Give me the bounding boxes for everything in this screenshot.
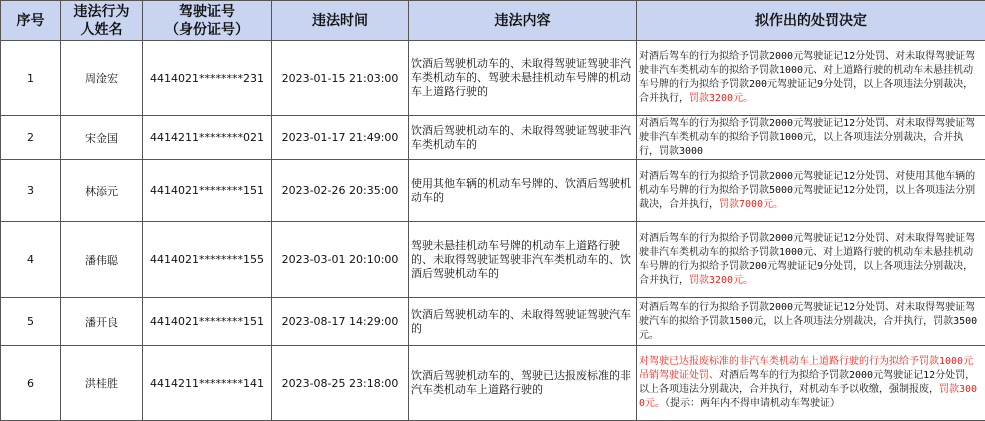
decision-text: 对酒后驾车的行为拟给予罚款2000元驾驶证记12分处罚、对未取得驾驶证驾驶汽车的拟给予罚款1500元，以上各项违法分别裁决，合并执行，罚款3500元。 xyxy=(639,302,977,341)
row-index: 4 xyxy=(1,222,61,298)
row-index: 2 xyxy=(1,116,61,160)
header-row xyxy=(1,1,985,41)
row-content: 使用其他车辆的机动车号牌的、饮酒后驾驶机动车的 xyxy=(409,160,637,222)
row-license: 4414021********155 xyxy=(143,222,272,298)
table-row xyxy=(1,222,985,298)
row-decision xyxy=(637,41,985,116)
row-name: 林添元 xyxy=(61,160,143,222)
decision-fine: 罚款3000元。 xyxy=(639,384,977,409)
row-name: 周淦宏 xyxy=(61,41,143,116)
table-row xyxy=(1,346,985,421)
row-license: 4414021********231 xyxy=(143,41,272,116)
header-decision: 拟作出的处罚决定 xyxy=(637,1,985,41)
row-time: 2023-01-15 21:03:00 xyxy=(272,41,409,116)
decision-revocation: 对驾驶已达报废标准的非汽车类机动车上道路行驶的行为拟给予罚款1000元吊销驾驶证处罚、 xyxy=(639,356,973,381)
header-time: 违法时间 xyxy=(272,1,409,41)
row-time: 2023-08-17 14:29:00 xyxy=(272,298,409,346)
decision-text: 对酒后驾车的行为拟给予罚款2000元驾驶证记12分处罚、对使用其他车辆的机动车号牌的行为拟给予罚款5000元驾驶证记12分处罚，以上各项违法分别裁决，合并执行， xyxy=(639,171,975,210)
row-index: 3 xyxy=(1,160,61,222)
decision-text: 对酒后驾车的行为拟给予罚款2000元驾驶证记12分处罚，以上各项违法分别裁决，合并执行，对机动车予以收缴，强制报废， xyxy=(639,370,975,395)
row-time: 2023-02-26 20:35:00 xyxy=(272,160,409,222)
decision-text: 对酒后驾车的行为拟给予罚款2000元驾驶证记12分处罚、对未取得驾驶证驾驶非汽车类机动车的拟给予罚款1000元、对上道路行驶的机动车未悬挂机动车号牌的行为拟给予罚款200元驾驶证记9分处罚，以上各项违法分别裁决，合并执行， xyxy=(639,51,975,104)
decision-fine: 罚款7000元。 xyxy=(719,199,783,210)
header-license: 驾驶证号 （身份证号） xyxy=(143,1,272,41)
decision-fine: 罚款3200元。 xyxy=(689,93,753,104)
row-decision xyxy=(637,298,985,346)
decision-text: 对酒后驾车的行为拟给予罚款2000元驾驶证记12分处罚、对未取得驾驶证驾驶非汽车类机动车的拟给予罚款1000元、对上道路行驶的机动车未悬挂机动车号牌的行为拟给予罚款200元驾驶证记9分处罚，以上各项违法分别裁决，合并执行， xyxy=(639,233,975,286)
row-content: 饮酒后驾驶机动车的、驾驶已达报废标准的非汽车类机动车上道路行驶的 xyxy=(409,346,637,421)
table-row xyxy=(1,298,985,346)
row-time: 2023-01-17 21:49:00 xyxy=(272,116,409,160)
row-license: 4414211********021 xyxy=(143,116,272,160)
row-index: 5 xyxy=(1,298,61,346)
row-name: 潘开良 xyxy=(61,298,143,346)
row-content: 饮酒后驾驶机动车的、未取得驾驶证驾驶汽车的 xyxy=(409,298,637,346)
row-decision xyxy=(637,160,985,222)
decision-fine: 罚款3200元。 xyxy=(689,275,753,286)
row-name: 洪桂胜 xyxy=(61,346,143,421)
table-row xyxy=(1,160,985,222)
row-index: 1 xyxy=(1,41,61,116)
row-decision xyxy=(637,116,985,160)
decision-note: （提示：两年内不得申请机动车驾驶证） xyxy=(665,398,840,409)
header-index: 序号 xyxy=(1,1,61,41)
row-time: 2023-03-01 20:10:00 xyxy=(272,222,409,298)
decision-text: 对酒后驾车的行为拟给予罚款2000元驾驶证记12分处罚、对未取得驾驶证驾驶非汽车类机动车的拟给予罚款1000元，以上各项违法分别裁决，合并执行，罚款3000 xyxy=(639,118,975,157)
row-time: 2023-08-25 23:18:00 xyxy=(272,346,409,421)
row-name: 宋金国 xyxy=(61,116,143,160)
row-name: 潘伟聪 xyxy=(61,222,143,298)
row-license: 4414211********141 xyxy=(143,346,272,421)
row-content: 驾驶未悬挂机动车号牌的机动车上道路行驶的、未取得驾驶证驾驶非汽车类机动车的、饮酒后驾驶机动车的 xyxy=(409,222,637,298)
row-license: 4414021********151 xyxy=(143,160,272,222)
row-decision xyxy=(637,346,985,421)
row-content: 饮酒后驾驶机动车的、未取得驾驶证驾驶非汽车类机动车的、驾驶未悬挂机动车号牌的机动车上道路行驶的 xyxy=(409,41,637,116)
row-decision xyxy=(637,222,985,298)
table-row xyxy=(1,116,985,160)
row-index: 6 xyxy=(1,346,61,421)
header-content: 违法内容 xyxy=(409,1,637,41)
table-row xyxy=(1,41,985,116)
row-content: 饮酒后驾驶机动车的、未取得驾驶证驾驶非汽车类机动车的 xyxy=(409,116,637,160)
header-name: 违法行为 人姓名 xyxy=(61,1,143,41)
row-license: 4414021********151 xyxy=(143,298,272,346)
